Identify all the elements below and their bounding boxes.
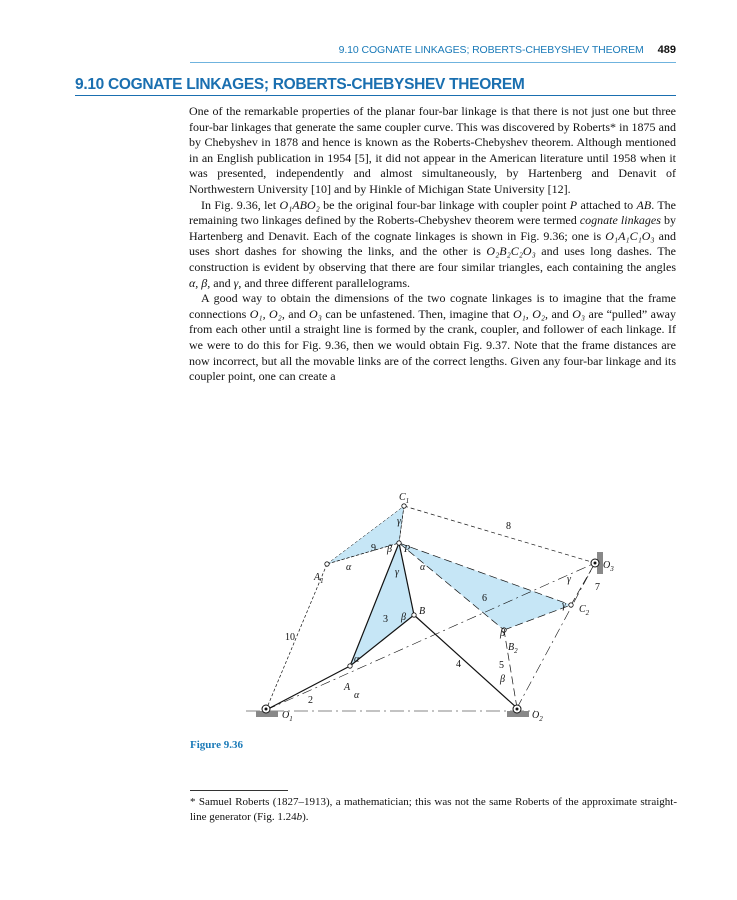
label-link-10: 10 (285, 632, 295, 643)
label-link-8: 8 (506, 521, 511, 532)
label-o2: $O_2$ (532, 710, 543, 723)
body-text (189, 104, 676, 385)
section-heading: 9.10 COGNATE LINKAGES; ROBERTS-CHEBYSHEV THEOREM (75, 76, 525, 93)
angle-alpha-a: α (354, 654, 360, 665)
triangle-a-b-p (350, 543, 414, 666)
label-link-5: 5 (499, 660, 504, 671)
angle-beta-b2: β (500, 628, 505, 639)
label-a: A (344, 682, 351, 693)
label-a1: $A_1$ (314, 572, 324, 585)
figure-9-36 (190, 478, 670, 726)
label-c1: $C_1$ (399, 492, 410, 505)
label-o1: $O_1$ (282, 710, 293, 723)
joint-c2 (569, 603, 573, 607)
label-o3: $O_3$ (603, 560, 614, 573)
angle-alpha-o1: α (354, 690, 360, 701)
ground-pivot-o3 (591, 552, 603, 574)
angle-gamma-o3: γ (567, 574, 571, 585)
joint-b (412, 613, 416, 617)
angle-alpha-a1: α (346, 562, 352, 573)
paragraph-1: One of the remarkable properties of the planar four-bar linkage is that there is not just one but three four-bar linkages that generate the same coupler curve. This was discovered by Roberts* in 1875 and by Chebyshev in 1878 and hence is known as the Roberts-Chebyshev theorem. Although mentioned in an English publication in 1954 [5], it did not appear in the American literature until 1958 when it was presented, independently and almost simultaneously, by Hartenberg and Denavit of Northwestern University [10] and by Hinkle of Michigan State University [12]. (189, 104, 676, 196)
label-link-4: 4 (456, 659, 461, 670)
link-o2-o3 (517, 563, 595, 708)
angle-gamma-c1: γ (397, 516, 401, 527)
joint-p (397, 541, 401, 545)
running-head (190, 44, 676, 60)
page-number: 489 (657, 44, 676, 56)
angle-beta-p: β (387, 544, 392, 555)
footnote-rule (190, 790, 288, 791)
link-c1-o3 (404, 506, 595, 563)
angle-beta-o2: β (500, 674, 505, 685)
label-c2: $C_2$ (579, 604, 590, 617)
angle-beta-b: β (401, 612, 406, 623)
label-link-7: 7 (595, 582, 600, 593)
angle-gamma-c2: γ (562, 600, 566, 611)
label-link-6: 6 (482, 593, 487, 604)
figure-caption: Figure 9.36 (190, 739, 243, 751)
label-link-9: 9 (371, 543, 376, 554)
triangle-a1-c1-p (327, 506, 404, 564)
joint-a1 (325, 562, 329, 566)
joint-a (348, 664, 352, 668)
running-head-title: 9.10 COGNATE LINKAGES; ROBERTS-CHEBYSHEV THEOREM (338, 44, 644, 56)
label-b: B (419, 606, 426, 617)
angle-alpha-p: α (420, 562, 426, 573)
link-c2-o3 (571, 563, 595, 605)
label-link-2: 2 (308, 695, 313, 706)
ground-pivot-o2 (507, 705, 529, 717)
running-head-rule (190, 62, 676, 63)
linkage-diagram (190, 478, 670, 726)
paragraph-2: In Fig. 9.36, let O₁ABO₂ be the original four-bar linkage with coupler point P attached to AB. The remaining two linkages defined by the Roberts-Chebyshev theorem were termed cognate linkages by Hartenberg and Denavit. Each of the cognate linkages is shown in Fig. 9.36; one is O₁A₁C₁O₃ and uses short dashes for showing the links, and the other is O₂B₂C₂O₃ and uses long dashes. The construction is evident by observing that there are four similar triangles, each containing the angles α, β, and γ, and three different parallelograms. (189, 197, 677, 290)
ground-pivot-o1 (256, 705, 278, 717)
link-o1-o3 (266, 563, 595, 710)
label-b2: $B_2$ (508, 642, 518, 655)
section-heading-rule (75, 95, 676, 96)
label-p: P (404, 544, 411, 555)
footnote: * Samuel Roberts (1827–1913), a mathematician; this was not the same Roberts of the approximate straight-line generator (Fig. 1.24b). (190, 796, 677, 823)
paragraph-3: A good way to obtain the dimensions of the two cognate linkages is to imagine that the frame connections O₁, O₂, and O₃ can be unfastened. Then, imagine that O₁, O₂, and O₃ are “pulled” away from each other until a straight line is formed by the crank, coupler, and follower of each linkage. If we were to do this for Fig. 9.36, then we would obtain Fig. 9.37. Note that the frame distances are now incorrect, but all the movable links are of the correct lengths. Given any four-bar linkage and its coupler point, one can create a (189, 291, 676, 384)
link-o1-a1 (266, 564, 327, 710)
label-link-3: 3 (383, 614, 388, 625)
angle-gamma-p: γ (395, 567, 399, 578)
